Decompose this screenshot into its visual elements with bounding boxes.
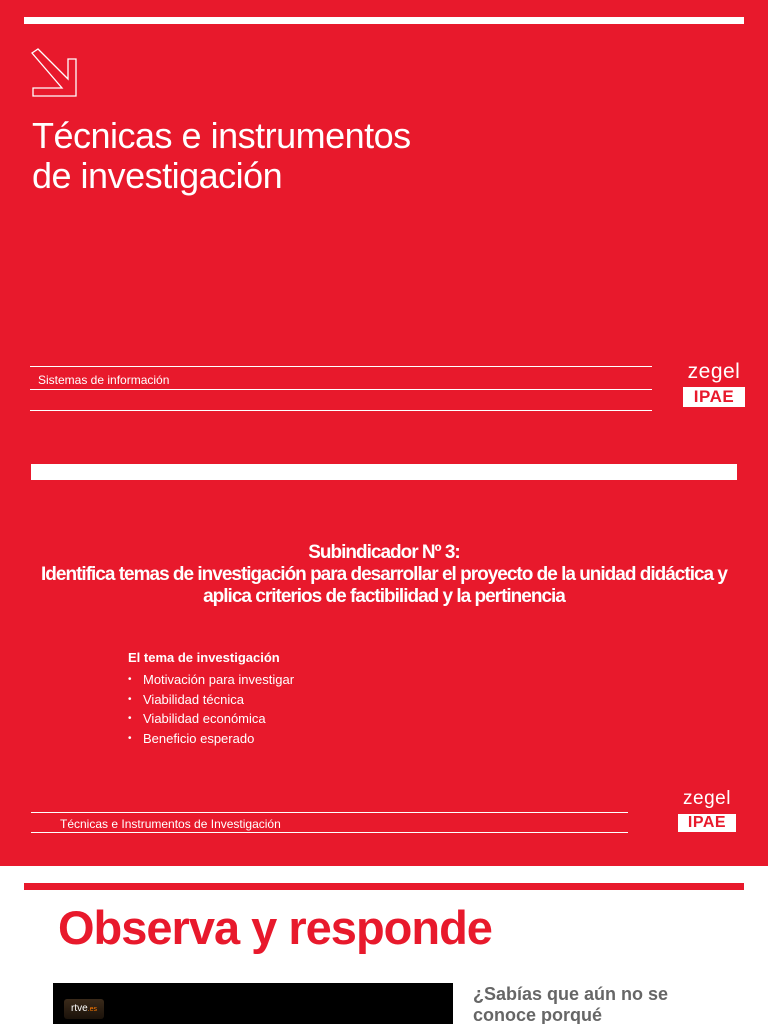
activity-title: Observa y responde [58,901,492,954]
divider-line [31,812,628,813]
rtve-logo: rtve.es [64,999,104,1019]
arrow-down-right-icon [30,47,80,99]
subindicator-heading [20,542,748,608]
criteria-list [128,670,294,748]
divider-line [30,366,652,367]
divider-line [31,832,628,833]
subindicator-label: Subindicador Nº 3: [308,542,460,563]
logo-ipae: IPAE [683,387,745,407]
top-bar [31,464,737,480]
top-bar [24,883,744,890]
activity-slide [0,866,768,1024]
presentation-title: Técnicas e instrumentos de investigación [32,115,411,196]
list-item: • Motivación para investigar [128,670,294,690]
list-item: • Viabilidad técnica [128,690,294,710]
divider-line [30,410,652,411]
subject-label: Sistemas de información [38,373,170,387]
list-item: • Viabilidad económica [128,709,294,729]
video-player[interactable] [53,983,453,1024]
footer-label: Técnicas e Instrumentos de Investigación [60,817,281,831]
zegel-ipae-logo [683,361,745,407]
logo-ipae: IPAE [678,814,736,832]
zegel-ipae-logo [678,789,736,832]
content-slide [0,432,768,866]
logo-zegel: zegel [687,360,741,383]
topic-heading: El tema de investigación [128,650,280,665]
logo-zegel: zegel [683,788,731,809]
subindicator-text: Identifica temas de investigación para desarrollar el proyecto de la unidad didáctica y aplica criterios de factibilidad y la pertinencia [41,564,727,607]
divider-line [30,389,652,390]
question-text: ¿Sabías que aún no se conoce porqué [473,984,669,1024]
list-item: • Beneficio esperado [128,729,294,749]
cover-slide [0,0,768,432]
top-bar [24,17,744,24]
